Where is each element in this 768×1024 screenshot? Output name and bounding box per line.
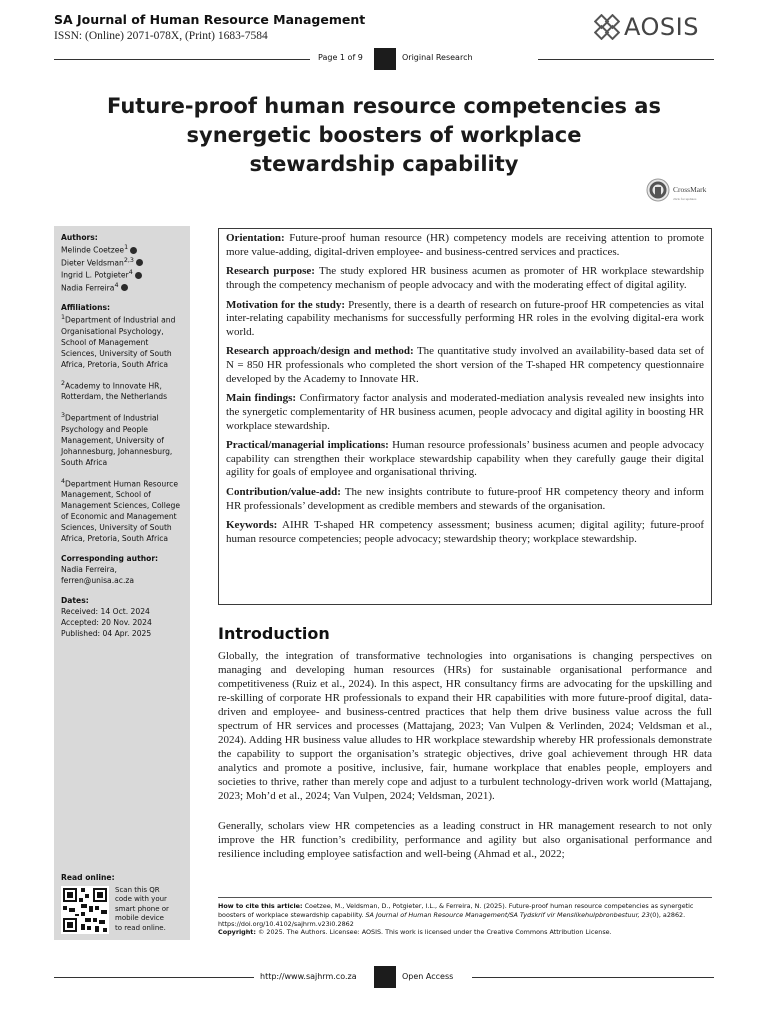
article-title: [90, 92, 678, 179]
crossmark-badge[interactable]: [646, 178, 714, 202]
abstract-implications: Practical/managerial implications: Human resource professionals’ business acumen and people advocacy capability can strengthen their workplace stewardship capability when they carefully gauge their digital agility for goals of employee and organisational thriving.: [226, 439, 705, 479]
journal-title: SA Journal of Human Resource Management: [54, 12, 366, 27]
page-number: Page 1 of 9: [318, 53, 363, 62]
date-received: Received: 14 Oct. 2024: [61, 607, 150, 617]
abstract-contribution: Contribution/value-add: The new insights contribute to future-proof HR competency theory and inform HR professionals’ development as credible members and stewards of the organisation.: [226, 486, 704, 512]
affiliation-item: $^4$Department Human Resource Management, School of Management Sciences, College of Economic and Management Sciences, University of South Africa, Pretoria, South Africa: [61, 477, 180, 544]
footer-rule-right: [472, 977, 714, 978]
body-paragraph: Globally, the integration of transformative technologies into organisations is changing perspectives on managing and developing human resources (HRs) for sustainable organisational performance and competitiveness (Ruiz et al., 2024). In this aspect, HR consultancy firms are advocating for the upskilling and re-skilling of corporate HR professionals to expand their HR capabilities with more future-proof digital, data-driven and employee- and business-centred practices that help them drive business value across the full spectrum of HR services and processes (Mattajang, 2023; Van Vulpen & Verlinden, 2024; Veldsman et al., 2024). Adding HR business value alludes to HR workplace stewardship whereby HR professionals demonstrate the capability to support the organisation’s strategic objectives, drive goal achievement through HR data analytics and promote a positive, inclusive, fair, humane workplace that enables people, employers and societies to thrive, rather than merely cope and adjust to a turbulent technology-driven work world (Mattajang, 2023; Moh’d et al., 2024; Van Vulpen, 2024; Veldsman, 2021).: [218, 650, 712, 802]
footer-square: [374, 966, 396, 988]
authors-block: [61, 232, 183, 293]
footer-bar: [54, 966, 714, 988]
corresponding-email[interactable]: ferren@unisa.ac.za: [61, 576, 135, 586]
crossmark-sub: click for updates: [673, 196, 697, 201]
orcid-icon[interactable]: [121, 284, 128, 291]
dates-heading: Dates:: [61, 596, 89, 606]
introduction-body: [218, 650, 712, 878]
header-rule-right: [538, 59, 714, 60]
abstract-keywords: Keywords: AIHR T-shaped HR competency assessment; business acumen; digital agility; future-proof human resource competencies; people advocacy; stewardship theory; workplace stewardship.: [226, 519, 704, 545]
author-item: Melinde Coetzee$^1$: [61, 243, 183, 256]
doi-link[interactable]: (0), a2862. https://doi.org/10.4102/sajhrm.v23i0.2862: [218, 910, 686, 928]
dates-block: [61, 595, 183, 639]
abstract-findings: Main findings: Confirmatory factor analysis and moderated-mediation analysis revealed new insights into the synergetic complementarity of HR business acumen, people advocacy and digital agility in boosting HR workplace stewardship.: [226, 392, 704, 432]
author-item: Nadia Ferreira$^4$: [61, 281, 183, 294]
crossmark-icon: [646, 178, 670, 202]
author-item: Ingrid L. Potgieter$^4$: [61, 268, 183, 281]
copyright-line: Copyright: © 2025. The Authors. Licensee: AOSIS. This work is licensed under the Creative Commons Attribution License.: [218, 928, 612, 937]
corresponding-block: [61, 553, 183, 586]
corresponding-heading: Corresponding author:: [61, 554, 159, 564]
affiliation-item: $^2$Academy to Innovate HR, Rotterdam, the Netherlands: [61, 379, 168, 402]
orcid-icon[interactable]: [130, 247, 137, 254]
open-access-label: Open Access: [402, 972, 454, 981]
citation-rule: [218, 897, 712, 898]
journal-url[interactable]: http://www.sajhrm.co.za: [260, 972, 357, 981]
authors-heading: Authors:: [61, 233, 98, 242]
affiliation-item: $^3$Department of Industrial Psychology and People Management, University of Johannesburg, Johannesburg, South Africa: [61, 412, 173, 467]
abstract-orientation: Orientation: Future-proof human resource (HR) competency models are receiving attention to promote more value-adding, digital-driven employee- and business-centred services and practices.: [226, 232, 704, 258]
header-rule-left: [54, 59, 310, 60]
issn-line: ISSN: (Online) 2071-078X, (Print) 1683-7584: [54, 30, 268, 42]
publisher-logo: [594, 12, 716, 42]
publisher-name: AOSIS: [624, 13, 699, 41]
citation-block: [218, 902, 712, 937]
author-item: Dieter Veldsman$^{2,3}$: [61, 256, 183, 269]
qr-code-icon[interactable]: [61, 886, 109, 934]
corresponding-name: Nadia Ferreira,: [61, 565, 117, 575]
title-line: Future-proof human resource competencies as: [107, 94, 661, 118]
abstract-method: Research approach/design and method: The quantitative study involved an availability-based data set of N = 850 HR professionals who completed the short version of the T-shaped HR competency questionnaire developed by the Academy to Innovate HR.: [226, 345, 704, 385]
read-online-heading: Read online:: [61, 873, 115, 882]
date-published: Published: 04 Apr. 2025: [61, 629, 152, 639]
aosis-logo-icon: [594, 14, 620, 40]
body-paragraph: Generally, scholars view HR competencies as a leading construct in HR management research to not only improve the HR function’s credibility, performance and agility but also organisational performance and resilience including employee satisfaction and well-being (Ahmad et al., 2022;: [218, 819, 712, 860]
abstract-motivation: Motivation for the study: Presently, there is a dearth of research on future-proof HR competencies as vital inter-relating capability mechanisms for successfully performing HR roles in the evolving digital-era work world.: [226, 298, 705, 338]
header-bar: [54, 48, 714, 70]
title-line: stewardship capability: [249, 151, 519, 176]
abstract-purpose: Research purpose: The study explored HR business acumen as promoter of HR workplace stewardship through the competency mechanism of people advocacy and with the moderating effect of digital agility.: [226, 265, 704, 291]
title-line: synergetic boosters of workplace: [186, 122, 582, 147]
orcid-icon[interactable]: [135, 272, 142, 279]
orcid-icon[interactable]: [136, 259, 143, 266]
affiliations-block: [61, 302, 183, 370]
header-square: [374, 48, 396, 70]
qr-instructions: Scan this QR code with your smart phone or mobile device to read online.: [115, 886, 169, 932]
affiliation-item: $^1$Department of Industrial and Organisational Psychology, School of Management Sciences, University of South Africa, Pretoria, South Africa: [61, 314, 176, 369]
abstract-box: [218, 228, 712, 605]
footer-rule-left: [54, 977, 254, 978]
affiliations-heading: Affiliations:: [61, 303, 111, 313]
article-type: Original Research: [402, 53, 473, 62]
date-accepted: Accepted: 20 Nov. 2024: [61, 618, 152, 628]
crossmark-label: CrossMark: [673, 184, 707, 194]
how-to-cite: How to cite this article: Coetzee, M., Veldsman, D., Potgieter, I.L., & Ferreira, N. (2025). Future-proof human resource competencies as synergetic boosters of workplace stewardship capability. SA Journal of Human Resource Management/SA Tydskrif vir Menslikehulpbronbestuur, 23(0), a2862. https://doi.org/10.4102/sajhrm.v23i0.2862: [218, 902, 694, 928]
introduction-heading: Introduction: [218, 624, 330, 643]
article-sidebar: [54, 226, 190, 940]
read-online-block: [54, 868, 190, 940]
